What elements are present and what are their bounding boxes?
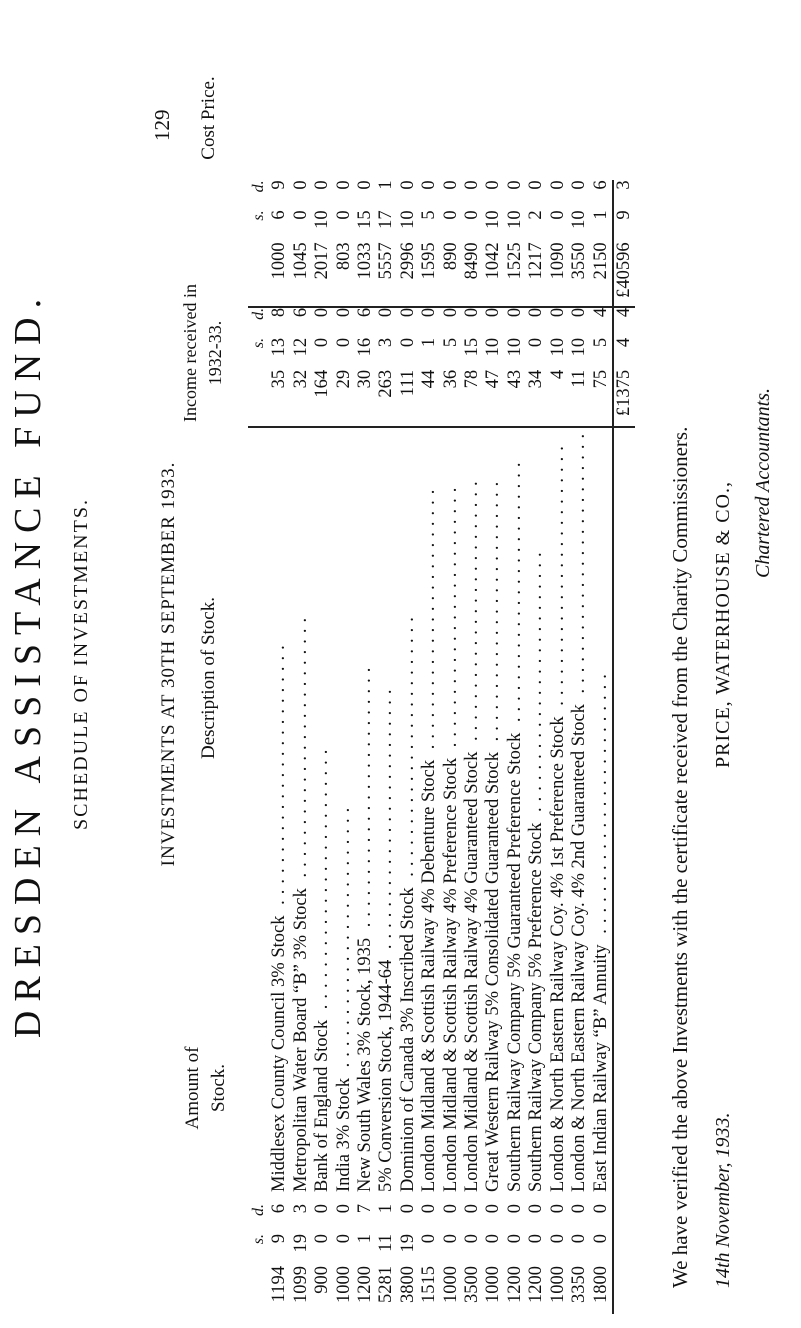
leader-dots: .........................	[419, 483, 440, 760]
column-spacer	[505, 1192, 526, 1204]
income-value: 164	[312, 369, 333, 398]
column-spacer	[376, 1192, 397, 1204]
cost-value: 1217	[526, 242, 547, 280]
table-row	[591, 180, 613, 1314]
income-value: 8	[269, 307, 290, 318]
cost-value: 0	[569, 180, 590, 190]
column-spacer	[419, 1192, 440, 1204]
unit-label	[248, 1266, 269, 1314]
income-value: 10	[569, 337, 590, 357]
cost-value: 15	[355, 210, 376, 229]
amount-value: 1200	[526, 1266, 547, 1303]
signature-date: 14th November, 1933.	[712, 1112, 734, 1288]
stock-description: Southern Railway Company 5% Guaranteed Preference Stock	[504, 732, 525, 1192]
leader-dots: .........................	[483, 475, 504, 752]
column-spacer	[591, 298, 613, 307]
table-row	[483, 180, 504, 1314]
column-spacer	[355, 1192, 376, 1204]
cost-value: 0	[333, 210, 354, 220]
column-spacer	[483, 1192, 504, 1204]
column-spacer	[505, 298, 526, 307]
leader-dots: .........................	[397, 611, 418, 888]
amount-value: 0	[590, 1234, 611, 1244]
cost-value: 6	[269, 210, 290, 220]
leader-dots: .........................	[569, 427, 590, 705]
cost-value: 6	[590, 180, 611, 190]
income-total: 4	[613, 307, 635, 338]
column-spacer	[441, 418, 462, 427]
column-spacer	[334, 418, 355, 427]
income-total: £1375	[613, 369, 634, 417]
units-row	[248, 180, 269, 1314]
table-row	[291, 180, 312, 1314]
cost-value: 9	[269, 180, 290, 190]
column-spacer	[269, 298, 290, 307]
column-spacer	[483, 298, 504, 307]
leader-dots: .........................	[526, 546, 547, 823]
description-cell	[398, 427, 419, 1192]
table-row	[376, 180, 397, 1314]
amount-value: 900	[312, 1266, 333, 1294]
column-spacer	[526, 298, 547, 307]
cost-value: 1595	[419, 242, 440, 280]
column-spacer	[613, 298, 635, 307]
cost-value: 10	[504, 210, 525, 229]
stock-description: New South Wales 3% Stock, 1935	[355, 937, 376, 1192]
amount-value: 1200	[504, 1266, 525, 1303]
income-value: 0	[440, 307, 461, 318]
column-spacer	[505, 418, 526, 427]
column-spacer	[441, 1192, 462, 1204]
column-spacer	[419, 298, 440, 307]
stock-description: London Midland & Scottish Railway 4% Guaranteed Stock	[462, 751, 483, 1192]
leader-dots: .........................	[376, 683, 397, 960]
stock-description: London Midland & Scottish Railway 4% Debenture Stock	[419, 759, 440, 1192]
amount-value: 0	[483, 1204, 504, 1214]
schedule-subtitle: SCHEDULE OF INVESTMENTS.	[70, 498, 92, 830]
column-spacer	[613, 1204, 635, 1234]
amount-value: 0	[397, 1204, 418, 1214]
stock-description: Bank of England Stock	[312, 1019, 333, 1192]
amount-value: 0	[462, 1204, 483, 1214]
amount-value: 0	[569, 1204, 590, 1214]
column-spacer	[419, 418, 440, 427]
cost-value: 2996	[397, 242, 418, 280]
table-row	[569, 180, 590, 1314]
column-spacer	[376, 418, 397, 427]
cost-value: 1000	[269, 242, 290, 280]
auditor-role: Chartered Accountants.	[752, 388, 774, 578]
income-value: 43	[504, 369, 525, 389]
stock-description: East Indian Railway “B” Annuity	[590, 944, 611, 1192]
leader-dots: .........................	[312, 743, 333, 1020]
cost-value: 0	[483, 180, 504, 190]
column-spacer	[526, 418, 547, 427]
amount-value: 0	[569, 1234, 590, 1244]
income-value: 0	[312, 307, 333, 318]
cost-value: 0	[547, 180, 568, 190]
amount-value: 0	[504, 1204, 525, 1214]
page-number: 129	[150, 109, 174, 141]
amount-value: 1000	[440, 1266, 461, 1303]
table-row	[269, 180, 290, 1314]
unit-label: d.	[250, 180, 267, 193]
cost-total: 3	[613, 180, 635, 210]
leader-dots: .........................	[462, 475, 483, 752]
description-cell	[548, 427, 569, 1192]
unit-label: s.	[250, 1234, 267, 1245]
column-spacer	[613, 1234, 635, 1266]
column-spacer	[398, 298, 419, 307]
income-value: 10	[504, 337, 525, 357]
description-cell	[312, 427, 333, 1192]
cost-value: 0	[504, 180, 525, 190]
column-spacer	[483, 418, 504, 427]
description-cell	[269, 427, 290, 1192]
cost-value: 17	[376, 210, 397, 229]
income-value: 0	[419, 307, 440, 318]
unit-label: d.	[250, 1204, 267, 1216]
description-cell	[569, 427, 590, 1192]
income-value: 44	[419, 369, 440, 389]
amount-value: 0	[526, 1204, 547, 1214]
column-header-income: Income received in 1932-33.	[180, 284, 225, 422]
stock-description: Southern Railway Company 5% Preference Stock	[526, 822, 547, 1192]
table-row	[505, 180, 526, 1314]
income-value: 32	[290, 369, 311, 389]
verification-statement: We have verified the above Investments with the certificate received from the Charity Commissioners.	[668, 426, 692, 1288]
leader-dots: .........................	[290, 611, 311, 889]
cost-value: 10	[312, 210, 333, 229]
cost-value: 0	[462, 210, 483, 220]
income-value: 0	[397, 307, 418, 318]
income-value: 15	[462, 337, 483, 357]
table-row	[355, 180, 376, 1314]
amount-value: 0	[312, 1204, 333, 1214]
income-value: 0	[376, 307, 397, 318]
description-cell	[462, 427, 483, 1192]
investments-table-body	[248, 180, 635, 1314]
description-cell	[334, 427, 355, 1192]
cost-value: 0	[526, 180, 547, 190]
column-spacer	[355, 418, 376, 427]
amount-value: 3	[290, 1204, 311, 1214]
amount-value: 5281	[376, 1266, 397, 1303]
column-spacer	[398, 1192, 419, 1204]
income-value: 6	[290, 307, 311, 318]
column-spacer	[613, 427, 635, 1192]
cost-value: 1042	[483, 242, 504, 280]
description-cell	[441, 427, 462, 1192]
description-cell	[291, 427, 312, 1192]
income-value: 0	[333, 307, 354, 318]
amount-value: 0	[419, 1204, 440, 1214]
cost-value: 803	[333, 242, 354, 271]
income-value: 10	[547, 337, 568, 357]
cost-value: 1090	[547, 242, 568, 280]
description-cell	[376, 427, 397, 1192]
cost-value: 0	[355, 180, 376, 190]
table-row	[419, 180, 440, 1314]
column-spacer	[591, 1192, 613, 1204]
cost-value: 5	[419, 210, 440, 220]
column-spacer	[312, 298, 333, 307]
amount-value: 3800	[397, 1266, 418, 1303]
income-value: 0	[504, 307, 525, 318]
column-spacer	[613, 1192, 635, 1204]
auditor-firm: PRICE, WATERHOUSE & CO.,	[712, 481, 734, 768]
table-row	[441, 180, 462, 1314]
amount-value: 1515	[419, 1266, 440, 1303]
amount-value: 1194	[269, 1266, 290, 1303]
leader-dots: .........................	[333, 801, 354, 1078]
income-value: 36	[440, 369, 461, 389]
column-spacer	[462, 1192, 483, 1204]
amount-value: 3500	[462, 1266, 483, 1303]
income-value: 0	[569, 307, 590, 318]
column-spacer	[291, 418, 312, 427]
column-spacer	[248, 427, 269, 1192]
cost-value: 3550	[569, 242, 590, 280]
cost-value: 2	[526, 210, 547, 220]
column-spacer	[569, 298, 590, 307]
cost-value: 1033	[355, 242, 376, 280]
date-heading: INVESTMENTS AT 30TH SEPTEMBER 1933.	[158, 461, 179, 867]
amount-value: 7	[355, 1204, 376, 1214]
stock-description: London Midland & Scottish Railway 4% Preference Stock	[440, 757, 461, 1192]
income-value: 34	[526, 369, 547, 389]
totals-row	[613, 180, 635, 1314]
income-value: 111	[397, 369, 418, 397]
cost-total: £40596	[613, 242, 634, 298]
stock-description: Metropolitan Water Board “B” 3% Stock	[290, 888, 311, 1192]
cost-value: 0	[290, 210, 311, 220]
cost-value: 0	[462, 180, 483, 190]
column-spacer	[248, 1192, 269, 1204]
cost-value: 890	[440, 242, 461, 271]
stock-description: Dominion of Canada 3% Inscribed Stock	[397, 887, 418, 1192]
investments-table	[248, 180, 635, 1314]
unit-label: d.	[250, 307, 267, 320]
income-value: 29	[333, 369, 354, 389]
income-value: 5	[590, 337, 611, 348]
table-row	[334, 180, 355, 1314]
table-row	[398, 180, 419, 1314]
amount-value: 11	[376, 1234, 397, 1252]
cost-value: 10	[569, 210, 590, 229]
description-cell	[419, 427, 440, 1192]
column-spacer	[248, 418, 269, 427]
income-value: 30	[355, 369, 376, 389]
cost-value: 1	[376, 180, 397, 190]
amount-value: 1099	[290, 1266, 311, 1303]
stock-description: London & North Eastern Railway Coy. 4% 1st Preference Stock	[547, 716, 568, 1192]
fund-title: DRESDEN ASSISTANCE FUND.	[7, 289, 49, 1039]
cost-value: 0	[440, 210, 461, 220]
income-value: 3	[376, 337, 397, 348]
income-value: 35	[269, 369, 290, 389]
amount-value: 0	[547, 1204, 568, 1214]
stock-description: India 3% Stock	[333, 1077, 354, 1192]
column-spacer	[526, 1192, 547, 1204]
amount-value: 0	[504, 1234, 525, 1244]
income-value: 12	[290, 337, 311, 357]
column-spacer	[548, 1192, 569, 1204]
income-value: 16	[355, 337, 376, 357]
income-value: 0	[483, 307, 504, 318]
amount-value: 3350	[569, 1266, 590, 1303]
amount-value: 0	[419, 1234, 440, 1244]
amount-value: 1000	[483, 1266, 504, 1303]
amount-value: 0	[483, 1234, 504, 1244]
cost-value: 1525	[504, 242, 525, 280]
table-row	[548, 180, 569, 1314]
cost-value: 8490	[462, 242, 483, 280]
stock-description: 5% Conversion Stock, 1944-64	[376, 959, 397, 1192]
cost-value: 10	[483, 210, 504, 229]
column-spacer	[312, 418, 333, 427]
column-spacer	[291, 1192, 312, 1204]
amount-value: 1200	[355, 1266, 376, 1303]
column-spacer	[334, 1192, 355, 1204]
column-spacer	[613, 418, 635, 427]
amount-value: 0	[333, 1234, 354, 1244]
cost-value: 1045	[290, 242, 311, 280]
cost-value: 0	[397, 180, 418, 190]
leader-dots: .........................	[440, 481, 461, 758]
cost-value: 0	[333, 180, 354, 190]
amount-value: 1	[355, 1234, 376, 1244]
unit-label: s.	[250, 337, 267, 349]
column-spacer	[591, 418, 613, 427]
cost-value: 2017	[312, 242, 333, 280]
income-value: 47	[483, 369, 504, 389]
cost-value: 2150	[590, 242, 611, 280]
income-value: 1	[419, 337, 440, 348]
income-value: 0	[547, 307, 568, 318]
column-spacer	[548, 418, 569, 427]
income-value: 0	[462, 307, 483, 318]
column-spacer	[548, 298, 569, 307]
amount-value: 0	[590, 1204, 611, 1214]
column-spacer	[462, 298, 483, 307]
description-cell	[526, 427, 547, 1192]
income-value: 6	[355, 307, 376, 318]
income-value: 11	[569, 369, 590, 388]
cost-value: 5557	[376, 242, 397, 280]
description-cell	[505, 427, 526, 1192]
column-spacer	[312, 1192, 333, 1204]
stock-description: Middlesex County Council 3% Stock	[269, 915, 290, 1192]
cost-value: 0	[290, 180, 311, 190]
amount-value: 19	[290, 1234, 311, 1253]
column-spacer	[355, 298, 376, 307]
description-cell	[591, 427, 613, 1192]
amount-value: 0	[462, 1234, 483, 1244]
amount-value: 0	[547, 1234, 568, 1244]
amount-value: 0	[440, 1234, 461, 1244]
amount-value: 1000	[333, 1266, 354, 1303]
column-spacer	[334, 298, 355, 307]
income-value: 0	[397, 337, 418, 348]
description-cell	[355, 427, 376, 1192]
column-header-cost: Cost Price.	[198, 76, 219, 160]
unit-label	[248, 370, 269, 418]
income-value: 13	[269, 337, 290, 357]
column-spacer	[441, 298, 462, 307]
amount-value: 1	[376, 1204, 397, 1214]
description-cell	[483, 427, 504, 1192]
amount-value: 0	[526, 1234, 547, 1244]
amount-value: 1000	[547, 1266, 568, 1303]
income-value: 75	[590, 369, 611, 389]
unit-label: s.	[250, 210, 267, 221]
income-value: 0	[526, 337, 547, 348]
cost-value: 0	[547, 210, 568, 220]
cost-value: 0	[419, 180, 440, 190]
stock-description: Great Western Railway 5% Consolidated Guaranteed Stock	[483, 752, 504, 1192]
leader-dots: .........................	[504, 456, 525, 733]
column-spacer	[269, 1192, 290, 1204]
column-spacer	[291, 298, 312, 307]
income-value: 0	[312, 337, 333, 348]
column-header-amount: Amount of Stock.	[182, 1046, 229, 1130]
column-spacer	[569, 418, 590, 427]
amount-value: 0	[440, 1204, 461, 1214]
column-spacer	[569, 1192, 590, 1204]
income-value: 78	[462, 369, 483, 389]
column-spacer	[248, 298, 269, 307]
amount-value: 0	[312, 1234, 333, 1244]
leader-dots: .........................	[590, 668, 611, 945]
amount-value: 1800	[590, 1266, 611, 1303]
income-value: 5	[440, 337, 461, 348]
amount-value: 9	[269, 1234, 290, 1244]
income-total: 4	[613, 338, 635, 370]
unit-label	[248, 242, 269, 298]
column-spacer	[269, 418, 290, 427]
amount-value: 6	[269, 1204, 290, 1214]
leader-dots: .........................	[355, 661, 376, 938]
income-value: 263	[376, 369, 397, 398]
stock-description: London & North Eastern Railway Coy. 4% 2nd Guaranteed Stock	[569, 704, 590, 1192]
income-value: 0	[333, 337, 354, 348]
income-value: 4	[547, 369, 568, 380]
column-spacer	[398, 418, 419, 427]
income-value: 4	[590, 307, 611, 318]
cost-value: 10	[397, 210, 418, 229]
column-spacer	[462, 418, 483, 427]
income-value: 10	[483, 337, 504, 357]
column-header-description: Description of Stock.	[198, 597, 219, 760]
cost-value: 0	[440, 180, 461, 190]
table-row	[462, 180, 483, 1314]
column-spacer	[613, 1266, 635, 1314]
amount-value: 0	[333, 1204, 354, 1214]
table-row	[312, 180, 333, 1314]
cost-total: 9	[613, 210, 635, 242]
amount-value: 19	[397, 1234, 418, 1253]
leader-dots: .........................	[547, 440, 568, 717]
leader-dots: .........................	[269, 639, 290, 916]
income-value: 0	[526, 307, 547, 318]
cost-value: 0	[312, 180, 333, 190]
column-spacer	[376, 298, 397, 307]
table-row	[526, 180, 547, 1314]
cost-value: 1	[590, 210, 611, 220]
